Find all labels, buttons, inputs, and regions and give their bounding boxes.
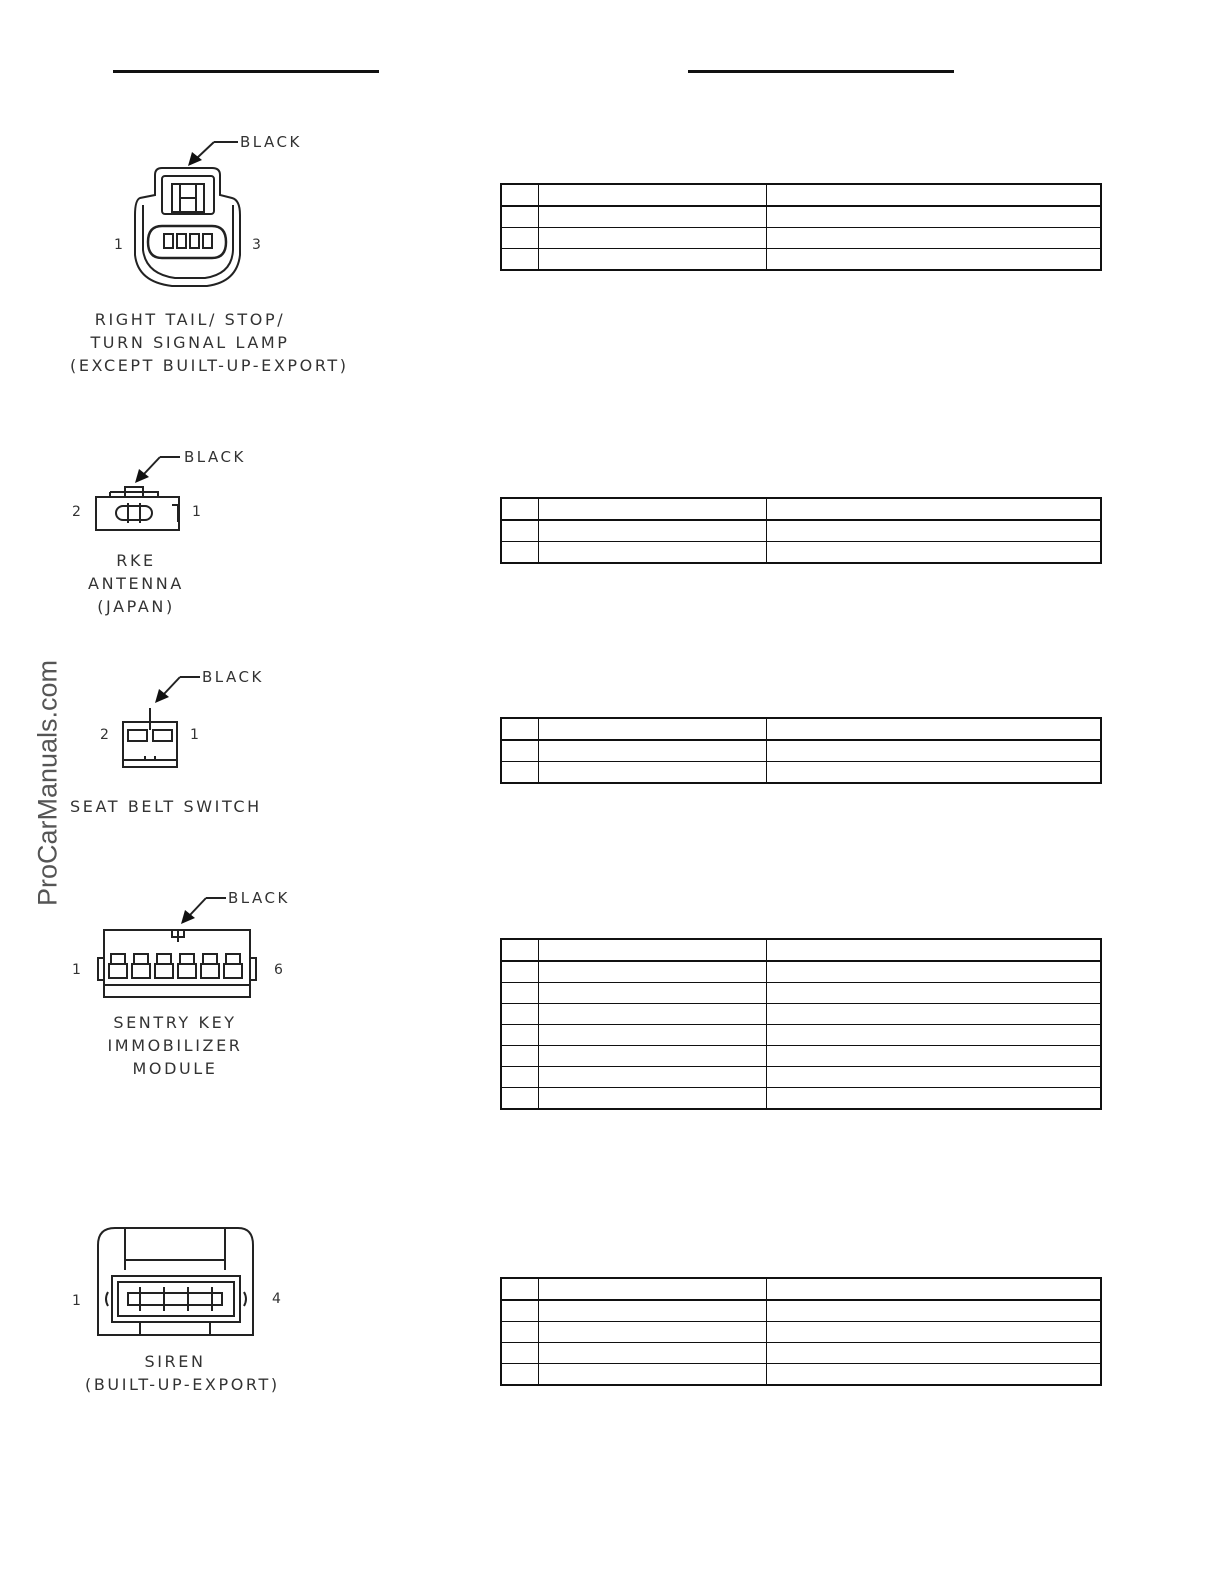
rke-antenna-color-label: BLACK [184,448,246,466]
rke-antenna-caption: RKE ANTENNA (JAPAN) [88,551,184,616]
table-row [501,206,1101,228]
table-row [501,1300,1101,1322]
table-row [501,1067,1101,1088]
table-row [501,718,1101,740]
table-row [501,1046,1101,1067]
seat-belt-pin-left: 2 [100,727,109,743]
sentry-key-caption: SENTRY KEY IMMOBILIZER MODULE [107,1013,243,1078]
tail-lamp-color-label: BLACK [240,133,302,151]
table-row [501,1364,1101,1386]
table-row [501,184,1101,206]
table-row [501,498,1101,520]
siren-caption: SIREN (BUILT-UP-EXPORT) [85,1352,280,1394]
seat-belt-pinout-table [500,717,1102,784]
tail-lamp-pinout-table [500,183,1102,271]
table-row [501,740,1101,762]
rke-antenna-pin-left: 2 [72,504,81,520]
siren-connector-icon [0,0,400,1400]
rke-antenna-pin-right: 1 [192,504,201,520]
watermark: ProCarManuals.com [32,659,63,907]
table-row [501,961,1101,983]
siren-pinout-table [500,1277,1102,1386]
sentry-key-pin-left: 1 [72,962,81,978]
tail-lamp-pin-left: 1 [114,237,123,253]
table-row [501,1322,1101,1343]
seat-belt-pin-right: 1 [190,727,199,743]
table-row [501,1004,1101,1025]
sentry-key-pin-right: 6 [274,962,283,978]
sentry-key-pinout-table [500,938,1102,1110]
table-row [501,1088,1101,1110]
rke-antenna-pinout-table [500,497,1102,564]
table-row [501,249,1101,271]
tail-lamp-caption: RIGHT TAIL/ STOP/ TURN SIGNAL LAMP (EXCEPT BUILT-UP-EXPORT) [70,310,349,375]
table-row [501,983,1101,1004]
table-row [501,228,1101,249]
table-row [501,542,1101,564]
tail-lamp-pin-right: 3 [252,237,261,253]
table-row [501,1343,1101,1364]
siren-pin-left: 1 [72,1293,81,1309]
seat-belt-caption: SEAT BELT SWITCH [70,797,262,816]
table-row [501,520,1101,542]
table-row [501,1025,1101,1046]
table-row [501,1278,1101,1300]
table-row [501,939,1101,961]
seat-belt-color-label: BLACK [202,668,264,686]
table-row [501,762,1101,784]
sentry-key-color-label: BLACK [228,889,290,907]
header-rule-right [688,70,954,73]
siren-pin-right: 4 [272,1291,281,1307]
